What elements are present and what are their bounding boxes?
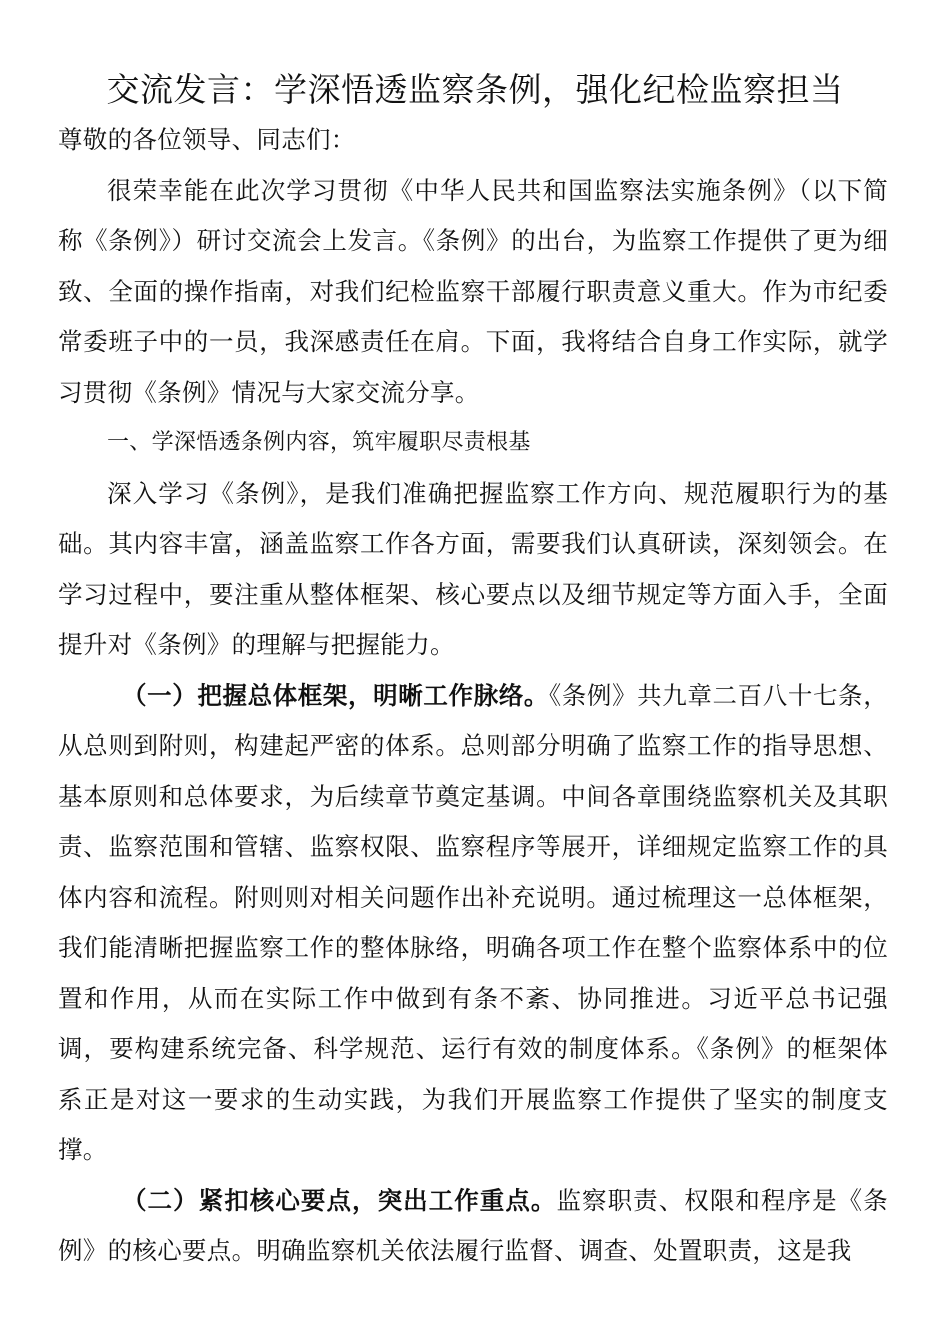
point-two-paragraph (58, 1176, 888, 1277)
section-heading: 一、学深悟透条例内容，筑牢履职尽责根基 (107, 430, 531, 455)
point-one-text: 《条例》共九章二百八十七条，从总则到附则，构建起严密的体系。总则部分明确了监察工作的指导思想、基本原则和总体要求，为后续章节奠定基调。中间各章围绕监察机关及其职责、监察范围和管辖、监察权限、监察程序等展开，详细规定监察工作的具体内容和流程。附则则对相关问题作出补充说明。通过梳理这一总体框架，我们能清晰把握监察工作的整体脉络，明确各项工作在整个监察体系中的位置和作用，从而在实际工作中做到有条不紊、协同推进。习近平总书记强调，要构建系统完备、科学规范、运行有效的制度体系。《条例》的框架体系正是对这一要求的生动实践，为我们开展监察工作提供了坚实的制度支撑。 (58, 680, 888, 1164)
point-one-lead: （一）把握总体框架，明晰工作脉络。 (122, 680, 549, 710)
point-two-lead: （二）紧扣核心要点，突出工作重点。 (122, 1185, 557, 1215)
document-body (58, 115, 888, 1277)
point-two-text: 监察职责、权限和程序是《条例》的核心要点。明确监察机关依法履行监督、调查、处置职责，这是我 (58, 1185, 888, 1265)
intro-paragraph: 很荣幸能在此次学习贯彻《中华人民共和国监察法实施条例》（以下简称《条例》）研讨交流会上发言。《条例》的出台，为监察工作提供了更为细致、全面的操作指南，对我们纪检监察干部履行职责意义重大。作为市纪委常委班子中的一员，我深感责任在肩。下面，我将结合自身工作实际，就学习贯彻《条例》情况与大家交流分享。 (58, 175, 888, 407)
section-intro-paragraph: 深入学习《条例》，是我们准确把握监察工作方向、规范履职行为的基础。其内容丰富，涵盖监察工作各方面，需要我们认真研读，深刻领会。在学习过程中，要注重从整体框架、核心要点以及细节规定等方面入手，全面提升对《条例》的理解与把握能力。 (58, 478, 888, 659)
greeting: 尊敬的各位领导、同志们： (58, 125, 356, 154)
document-title: 交流发言：学深悟透监察条例，强化纪检监察担当 (106, 70, 844, 109)
point-one-paragraph (58, 671, 888, 1176)
